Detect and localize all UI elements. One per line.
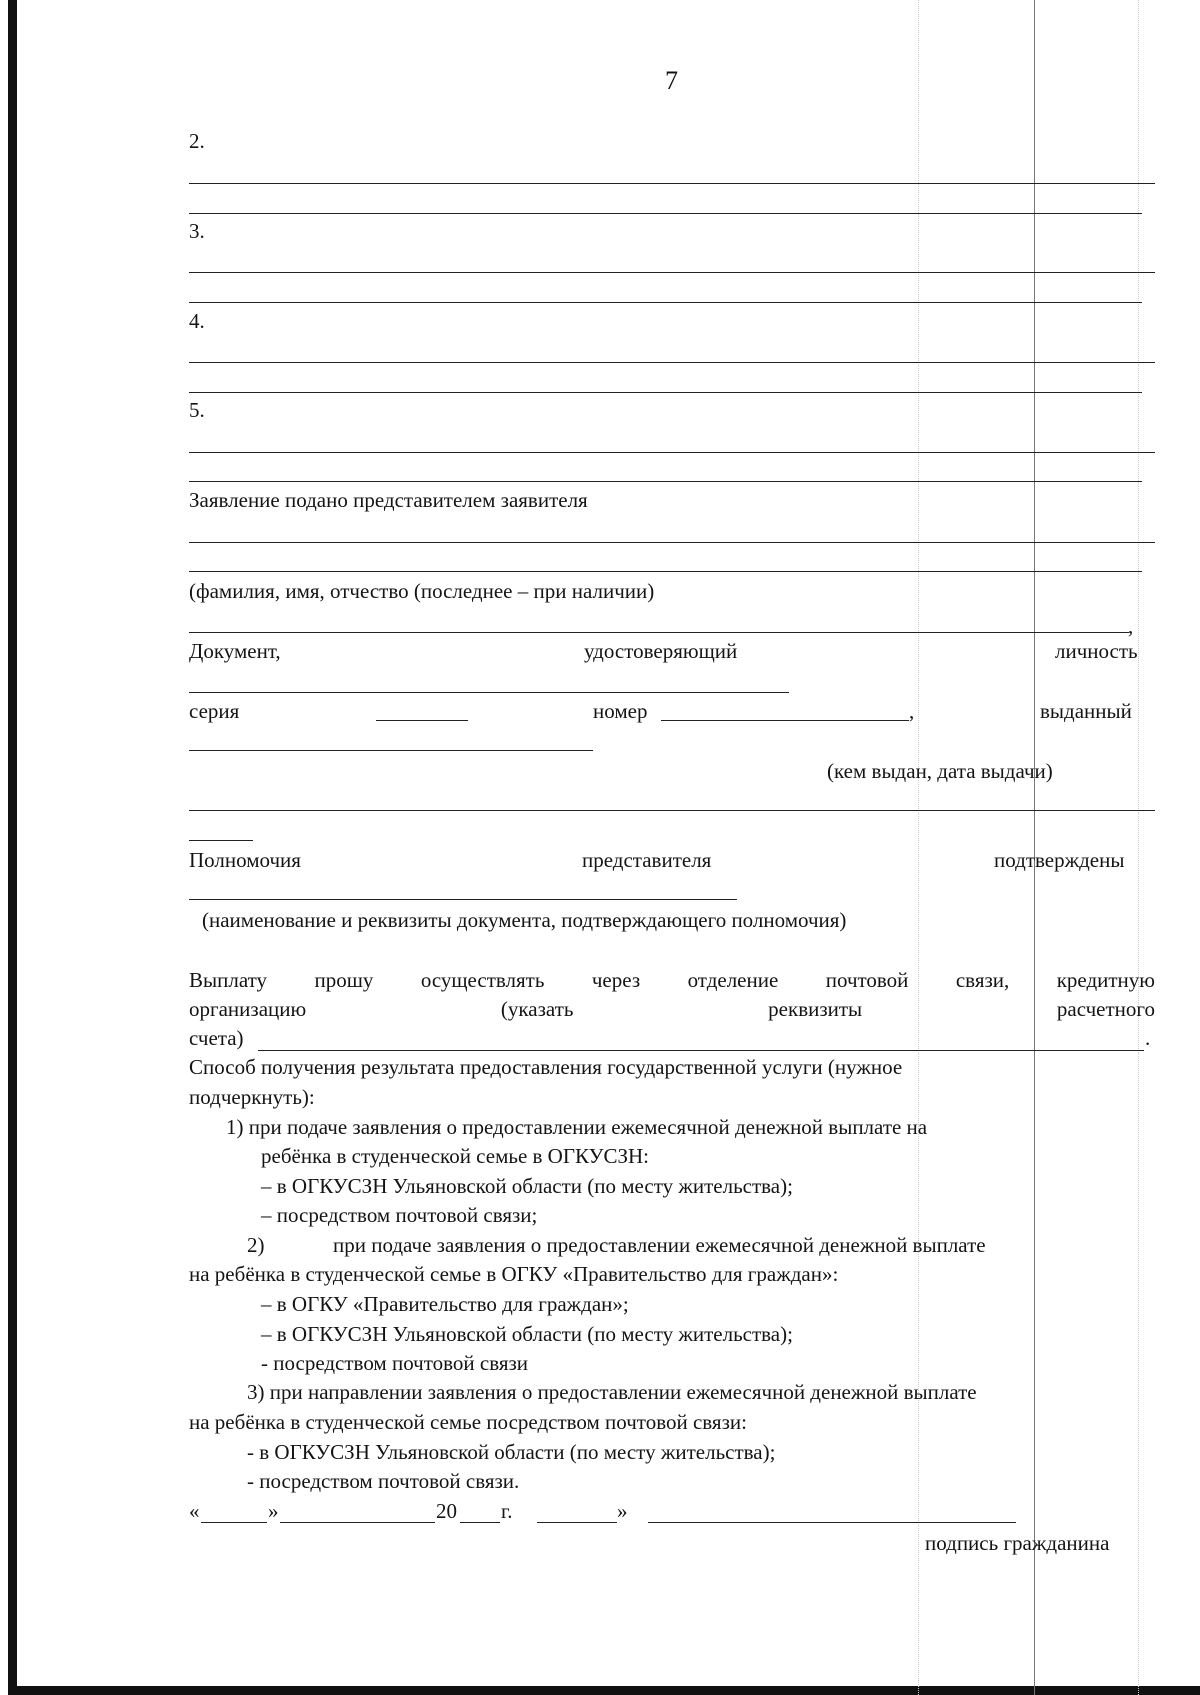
fio-comma: , (1128, 614, 1134, 638)
number-comma: , (909, 699, 915, 723)
doc-word-3: личность (1055, 639, 1138, 663)
option-3-choice-b: - посредством почтовой связи. (247, 1469, 520, 1493)
payment-word: Выплату (189, 968, 268, 992)
option-1-choice-a: – в ОГКУСЗН Ульяновской области (по месту жительства); (261, 1174, 793, 1198)
fill-line (189, 810, 1155, 811)
fill-line (189, 272, 1155, 273)
scan-left-border (8, 0, 17, 1695)
representative-heading: Заявление подано представителем заявителя (189, 488, 588, 512)
payment-word: связи, (955, 968, 1010, 992)
option-1-choice-b: – посредством почтовой связи; (261, 1203, 538, 1227)
fill-line (189, 183, 1155, 184)
option-2-number: 2) (247, 1233, 265, 1257)
scan-bottom-border (8, 1686, 1200, 1695)
option-3-line-1: 3) при направлении заявления о предоставлении ежемесячной денежной выплате (247, 1380, 977, 1404)
series-line (376, 720, 468, 721)
fill-line (189, 692, 789, 693)
option-2-choice-b: – в ОГКУСЗН Ульяновской области (по месту жительства); (261, 1322, 793, 1346)
option-2-choice-a: – в ОГКУ «Правительство для граждан»; (261, 1292, 629, 1316)
scan-fold-faint-2 (1138, 0, 1139, 1695)
payment-word: через (591, 968, 641, 992)
option-3-line-2: на ребёнка в студенческой семье посредством почтовой связи: (189, 1410, 747, 1434)
item-number-5: 5. (189, 398, 205, 422)
method-heading-1: Способ получения результата предоставления государственной услуги (нужное (189, 1055, 903, 1079)
page-number: 7 (665, 66, 678, 95)
payment-word: почтовой (825, 968, 909, 992)
date-month-line (280, 1522, 435, 1523)
doc-word-1: Документ, (189, 639, 281, 663)
powers-word-2: представителя (582, 848, 712, 872)
fill-line (189, 302, 1142, 303)
powers-caption: (наименование и реквизиты документа, подтверждающего полномочия) (202, 908, 847, 932)
payment-word: реквизиты (768, 997, 863, 1021)
date-year-prefix: 20 (436, 1499, 457, 1523)
payment-word: осуществлять (420, 968, 545, 992)
signature-line (648, 1522, 1016, 1523)
account-label: счета) (189, 1026, 244, 1050)
fill-line (189, 899, 737, 900)
fio-caption: (фамилия, имя, отчество (последнее – при наличии) (189, 579, 655, 603)
number-line (661, 720, 909, 721)
fill-line (189, 750, 593, 751)
option-1-line-1: 1) при подаче заявления о предоставлении ежемесячной денежной выплате на (226, 1115, 928, 1139)
payment-line-2 (189, 997, 1155, 1021)
signature-caption: подпись гражданина (925, 1531, 1110, 1555)
issued-label: выданный (1040, 699, 1132, 723)
payment-word: отделение (687, 968, 779, 992)
date-year-suffix: г. (501, 1499, 513, 1523)
scan-fold-faint-1 (918, 0, 919, 1695)
fill-line (189, 632, 1129, 633)
date-year-line (460, 1522, 500, 1523)
item-number-2: 2. (189, 129, 205, 153)
series-label: серия (189, 699, 240, 723)
date-quote-close-2: » (617, 1499, 628, 1523)
option-1-line-2: ребёнка в студенческой семье в ОГКУСЗН: (261, 1144, 649, 1168)
item-number-3: 3. (189, 219, 205, 243)
date-quote-close: » (268, 1499, 279, 1523)
option-3-choice-a: - в ОГКУСЗН Ульяновской области (по месту жительства); (247, 1440, 776, 1464)
option-2-line-2: на ребёнка в студенческой семье в ОГКУ «Правительство для граждан»: (189, 1262, 839, 1286)
account-line (258, 1050, 1144, 1051)
fill-line (189, 213, 1142, 214)
payment-word: прошу (314, 968, 374, 992)
date-quote-open: « (189, 1499, 200, 1523)
payment-word: (указать (500, 997, 574, 1021)
payment-word: организацию (189, 997, 307, 1021)
account-end: . (1145, 1026, 1151, 1050)
fill-line (189, 452, 1155, 453)
fill-line (189, 362, 1155, 363)
powers-word-3: подтверждены (994, 848, 1125, 872)
option-2-choice-c: - посредством почтовой связи (261, 1351, 529, 1375)
option-2-line-1: при подаче заявления о предоставлении ежемесячной денежной выплате (333, 1233, 986, 1257)
fill-line (189, 571, 1142, 572)
payment-line-1 (189, 968, 1155, 992)
powers-word-1: Полномочия (189, 848, 301, 872)
fill-line (189, 840, 253, 841)
doc-word-2: удостоверяющий (584, 639, 738, 663)
method-heading-2: подчеркнуть): (189, 1085, 315, 1109)
fill-line (189, 542, 1155, 543)
payment-word: расчетного (1056, 997, 1155, 1021)
item-number-4: 4. (189, 309, 205, 333)
fill-line (189, 481, 1142, 482)
issued-caption: (кем выдан, дата выдачи) (827, 759, 1053, 783)
fill-line (189, 392, 1142, 393)
date-extra-line (537, 1522, 617, 1523)
number-label: номер (593, 699, 648, 723)
date-day-line (201, 1522, 267, 1523)
payment-word: кредитную (1056, 968, 1155, 992)
